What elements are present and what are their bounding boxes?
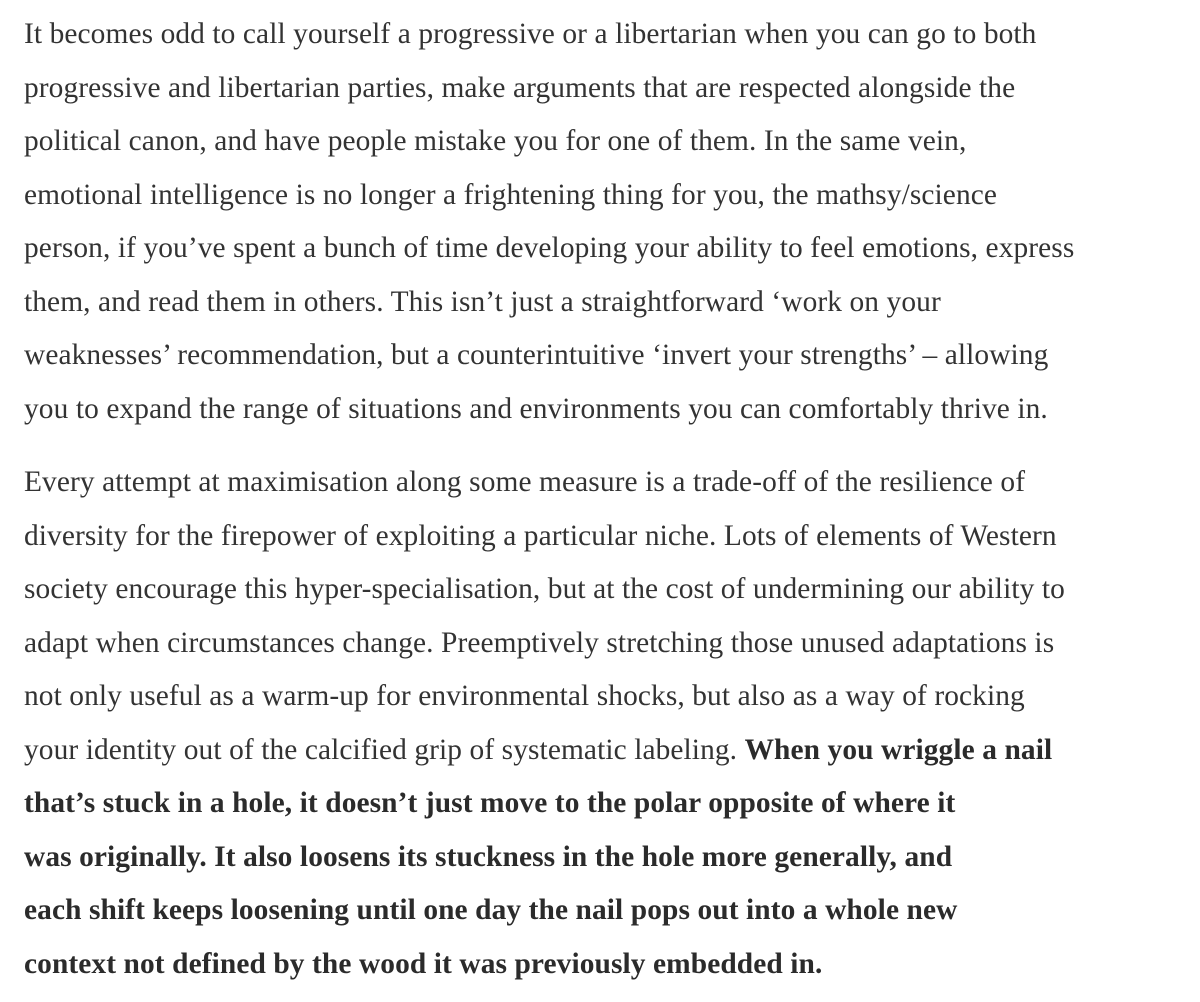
text-line: them, and read them in others. This isn’t just a straightforward ‘work on your <box>24 285 941 318</box>
text-line: not only useful as a warm-up for environmental shocks, but also as a way of rocking <box>24 680 1025 712</box>
bold-text-line: each shift keeps loosening until one day the nail pops out into a whole new <box>24 894 958 926</box>
text-line: Every attempt at maximisation along some measure is a trade-off of the resilience of <box>24 466 1026 498</box>
article-body <box>24 0 1190 991</box>
text-line: weaknesses’ recommendation, but a counterintuitive ‘invert your strengths’ – allowing <box>24 339 1049 371</box>
text-line: emotional intelligence is no longer a frightening thing for you, the mathsy/science <box>24 178 998 211</box>
text-line: person, if you’ve spent a bunch of time developing your ability to feel emotions, express <box>24 232 1075 264</box>
text-line: you to expand the range of situations and environments you can comfortably thrive in. <box>24 392 1048 425</box>
text-line: diversity for the firepower of exploiting a particular niche. Lots of elements of Western <box>24 519 1057 552</box>
text-line: society encourage this hyper-specialisation, but at the cost of undermining our ability to <box>24 573 1065 605</box>
bold-text-line: context not defined by the wood it was previously embedded in. <box>24 947 823 980</box>
paragraph <box>24 456 1190 991</box>
bold-text-segment: When you wriggle a nail <box>744 733 1053 766</box>
paragraph <box>24 8 1190 436</box>
text-segment: your identity out of the calcified grip of systematic labeling. <box>24 733 745 766</box>
bold-text-line: was originally. It also loosens its stuckness in the hole more generally, and <box>24 840 953 873</box>
text-line: political canon, and have people mistake you for one of them. In the same vein, <box>24 125 967 157</box>
text-line: It becomes odd to call yourself a progressive or a libertarian when you can go to both <box>24 18 1037 50</box>
text-line: progressive and libertarian parties, make arguments that are respected alongside the <box>24 71 1016 104</box>
text-line-mixed <box>24 724 1190 778</box>
bold-text-line: that’s stuck in a hole, it doesn’t just move to the polar opposite of where it <box>24 787 956 819</box>
text-line: adapt when circumstances change. Preemptively stretching those unused adaptations is <box>24 626 1055 659</box>
